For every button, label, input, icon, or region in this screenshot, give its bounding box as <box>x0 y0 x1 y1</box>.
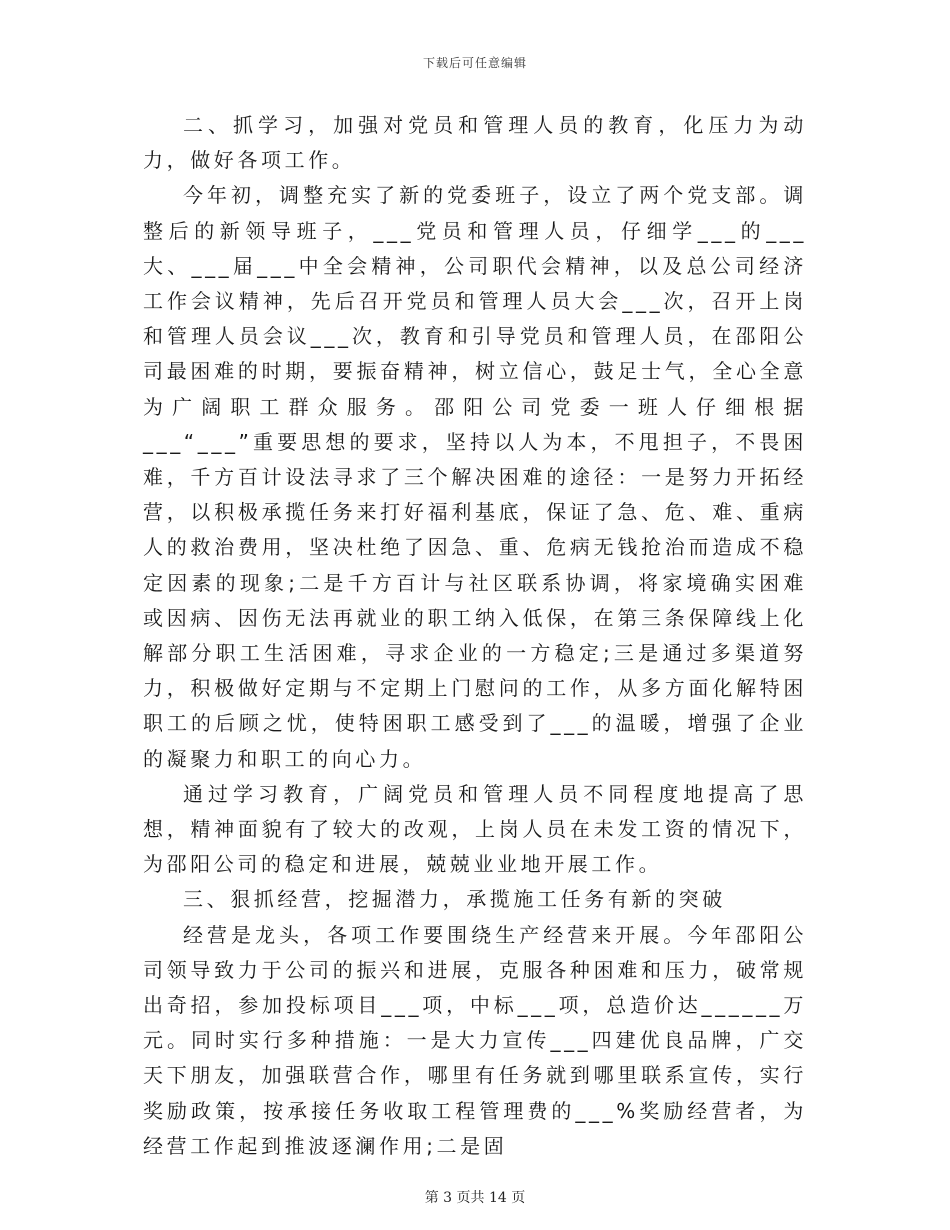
paragraph-party-committee: 今年初，调整充实了新的党委班子，设立了两个党支部。调整后的新领导班子，___党员和管理人员，仔细学___的___大、___届___中全会精神，公司职代会精神，以及总公司经济工作会议精神，先后召开党员和管理人员大会___次，召开上岗和管理人员会议___次，教育和引导党员和管理人员，在邵阳公司最困难的时期，要振奋精神，树立信心，鼓足士气，全心全意为广阔职工群众服务。邵阳公司党委一班人仔细根据___“___”重要思想的要求，坚持以人为本，不甩担子，不畏困难，千方百计设法寻求了三个解决困难的途径：一是努力开拓经营，以积极承揽任务来打好福利基底，保证了急、危、难、重病人的救治费用，坚决杜绝了因急、重、危病无钱抢治而造成不稳定因素的现象;二是千方百计与社区联系协调，将家境确实困难或因病、因伤无法再就业的职工纳入低保，在第三条保障线上化解部分职工生活困难，寻求企业的一方稳定;三是通过多渠道努力，积极做好定期与不定期上门慰问的工作，从多方面化解特困职工的后顾之忧，使特困职工感受到了___的温暖，增强了企业的凝聚力和职工的向心力。 <box>143 183 807 771</box>
paragraph-section-two-heading: 二、抓学习，加强对党员和管理人员的教育，化压力为动力，做好各项工作。 <box>143 113 807 173</box>
page-header: 下载后可任意编辑 <box>422 56 527 70</box>
paragraph-section-three-heading: 三、狠抓经营，挖掘潜力，承揽施工任务有新的突破 <box>183 887 726 912</box>
paragraph-study-results: 通过学习教育，广阔党员和管理人员不同程度地提高了思想，精神面貌有了较大的改观，上岗人员在未发工资的情况下，为邵阳公司的稳定和进展，兢兢业业地开展工作。 <box>143 781 807 877</box>
document-body <box>143 108 807 1164</box>
paragraph-business-operations: 经营是龙头，各项工作要围绕生产经营来开展。今年邵阳公司领导致力于公司的振兴和进展，克服各种困难和压力，破常规出奇招，参加投标项目___项，中标___项，总造价达______万元。同时实行多种措施：一是大力宣传___四建优良品牌，广交天下朋友，加强联营合作，哪里有任务就到哪里联系宣传，实行奖励政策，按承接任务收取工程管理费的___%奖励经营者，为经营工作起到推波逐澜作用;二是固 <box>143 922 807 1158</box>
page-number-footer: 第 3 页共 14 页 <box>424 1190 526 1206</box>
